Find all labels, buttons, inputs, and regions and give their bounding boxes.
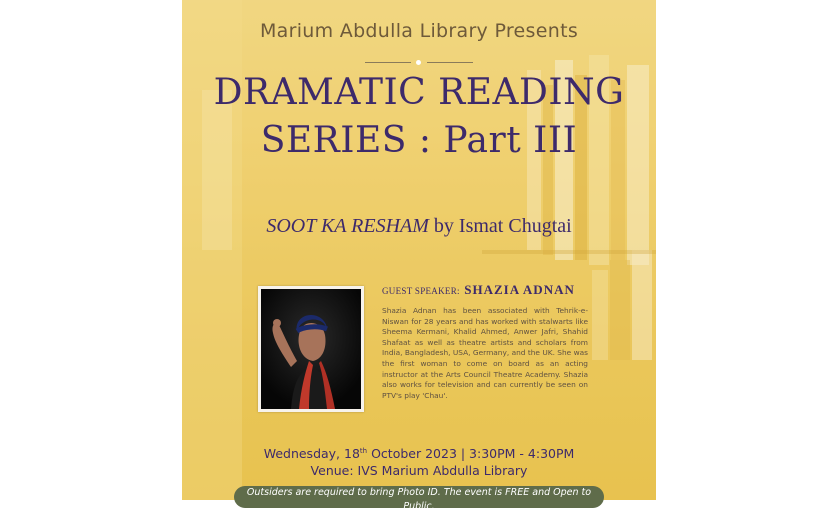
date-rest: October 2023 | 3:30PM - 4:30PM [367,446,575,461]
poster-title-line2: SERIES : Part III [260,120,578,161]
title-divider [365,60,473,66]
event-poster [182,0,656,512]
public-notice: Outsiders are required to bring Photo ID. The event is FREE and Open to Public. [234,486,604,508]
guest-name: SHAZIA ADNAN [464,282,575,297]
date-prefix: Wednesday, 18 [263,446,360,461]
guest-photo [261,289,361,409]
poster-title-line1: DRAMATIC READING [213,72,625,113]
play-author: by Ismat Chugtai [433,215,572,237]
event-date [182,446,656,461]
guest-speaker-heading [382,281,644,299]
play-title: SOOT KA RESHAM [266,215,429,237]
presenter-line: Marium Abdulla Library Presents [259,20,579,42]
event-venue: Venue: IVS Marium Abdulla Library [310,463,528,478]
date-suffix: th [359,446,368,455]
guest-bio: Shazia Adnan has been associated with Tehrik-e-Niswan for 28 years and has worked with stalwarts like Sheema Kermani, Khalid Ahmed, Anwer Jafri, Shahid Shafaat as well as theatre artists and scholars from India, Bangladesh, USA, Germany, and the UK. She was the first woman to come on board as an acting instructor at the Arts Council Theatre Academy. Shazia also works for television and can currently be seen on PTV's play 'Chau'. [382,306,588,400]
play-line [182,215,656,238]
guest-label: GUEST SPEAKER: [382,286,460,296]
guest-photo-frame [258,286,364,412]
